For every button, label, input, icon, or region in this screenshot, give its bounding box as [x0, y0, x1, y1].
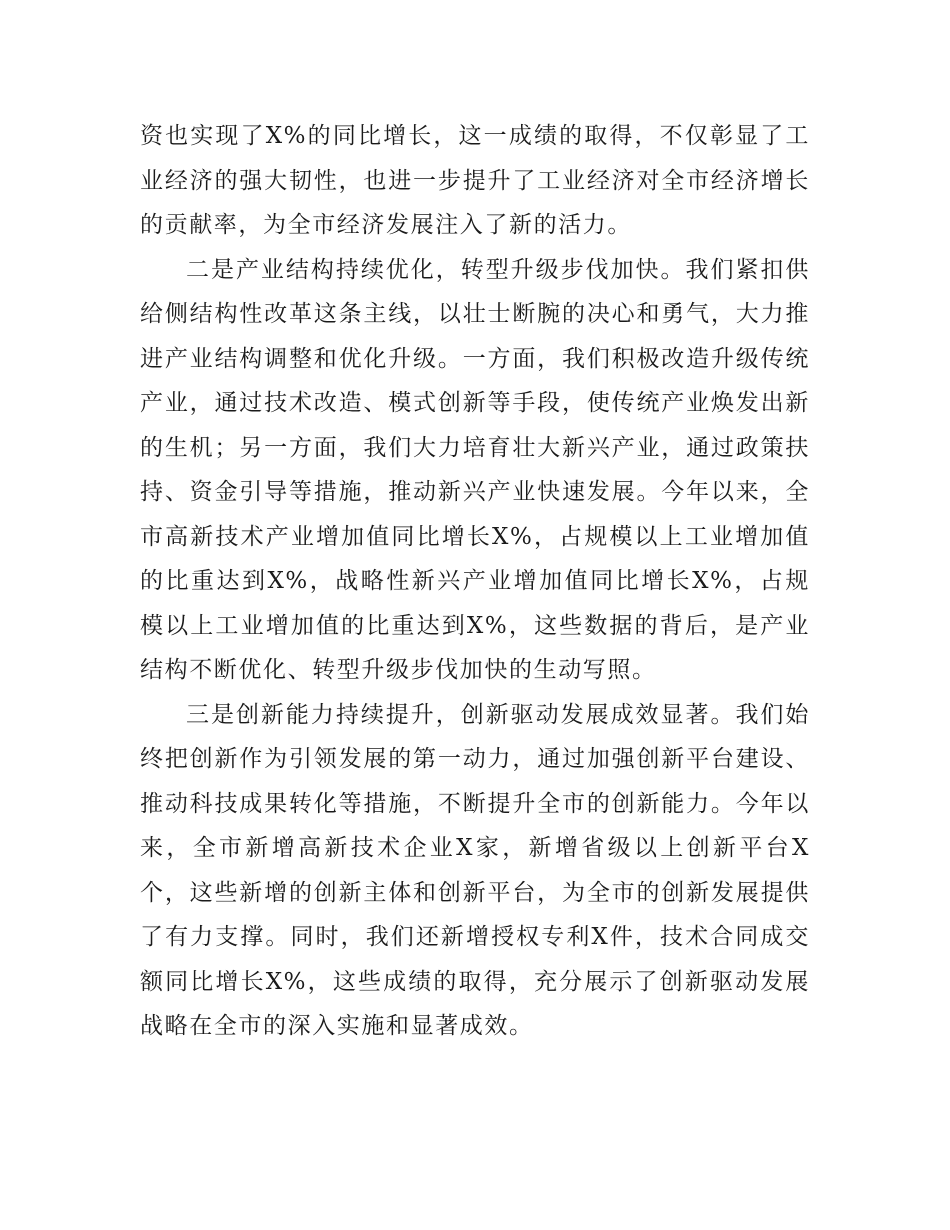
document-body	[140, 114, 810, 1049]
paragraph-continuation: 资也实现了X%的同比增长，这一成绩的取得，不仅彰显了工业经济的强大韧性，也进一步提升了工业经济对全市经济增长的贡献率，为全市经济发展注入了新的活力。	[140, 123, 810, 238]
paragraph-industrial-structure: 二是产业结构持续优化，转型升级步伐加快。我们紧扣供给侧结构性改革这条主线，以壮士断腕的决心和勇气，大力推进产业结构调整和优化升级。一方面，我们积极改造升级传统产业，通过技术改造、模式创新等手段，使传统产业焕发出新的生机；另一方面，我们大力培育壮大新兴产业，通过政策扶持、资金引导等措施，推动新兴产业快速发展。今年以来，全市高新技术产业增加值同比增长X%，占规模以上工业增加值的比重达到X%，战略性新兴产业增加值同比增长X%，占规模以上工业增加值的比重达到X%，这些数据的背后，是产业结构不断优化、转型升级步伐加快的生动写照。	[140, 256, 810, 683]
paragraph-innovation: 三是创新能力持续提升，创新驱动发展成效显著。我们始终把创新作为引领发展的第一动力，通过加强创新平台建设、推动科技成果转化等措施，不断提升全市的创新能力。今年以来，全市新增高新技术企业X家，新增省级以上创新平台X个，这些新增的创新主体和创新平台，为全市的创新发展提供了有力支撑。同时，我们还新增授权专利X件，技术合同成交额同比增长X%，这些成绩的取得，充分展示了创新驱动发展战略在全市的深入实施和显著成效。	[140, 701, 810, 1039]
